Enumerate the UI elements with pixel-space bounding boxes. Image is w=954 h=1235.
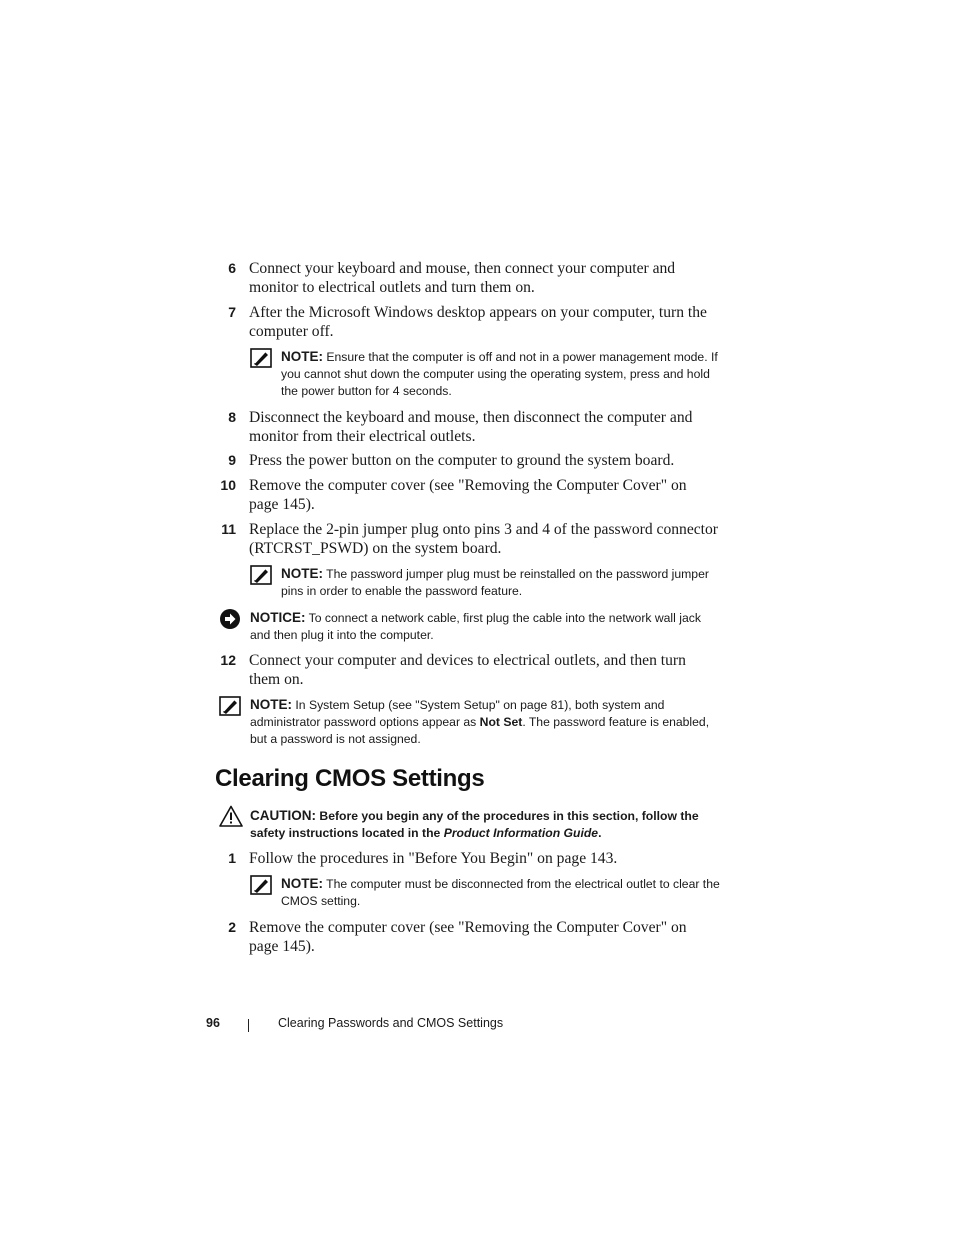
note-text: The password jumper plug must be reinstalled on the password jumper pins in order to enable the password feature. [281,567,709,598]
step-number: 2 [228,919,236,935]
caution-text-after: . [598,826,602,840]
note-text: Ensure that the computer is off and not in a power management mode. If you cannot shut down the computer using the operating system, press and hold the power button for 4 seconds. [281,350,718,398]
note-text-before: In System Setup (see "System Setup" on page 81), both system and administrator password options appear as [250,698,665,729]
note-power-management [250,348,720,404]
caution-italic-title: Product Information Guide [443,826,599,840]
notice-arrow-icon [219,608,241,628]
note-bold-value: Not Set [479,715,523,729]
note-password-jumper [250,565,720,603]
step-text: Connect your computer and devices to electrical outlets, and then turn them on. [249,652,686,688]
pencil-note-icon [219,696,241,716]
step-text: Remove the computer cover (see "Removing the Computer Cover" on page 145). [249,477,687,513]
caution-safety [219,805,719,845]
caution-label: CAUTION: [250,808,316,823]
step-number: 11 [221,521,236,537]
note-text-after: . The password feature is enabled, but a password is not assigned. [250,715,710,746]
notice-body [250,609,720,644]
step-number: 12 [220,652,236,668]
note-label: NOTE: [281,349,323,364]
note-body [250,696,720,748]
note-body [281,348,721,400]
step-number: 1 [228,850,236,866]
step-text: After the Microsoft Windows desktop appears on your computer, turn the computer off. [249,304,707,340]
page-number: 96 [206,1016,220,1030]
footer-divider [248,1019,249,1032]
step-number: 10 [220,477,236,493]
step-number: 6 [228,260,236,276]
note-text: The computer must be disconnected from the electrical outlet to clear the CMOS setting. [281,877,720,908]
note-body [281,565,721,600]
section-heading: Clearing CMOS Settings [215,765,485,792]
caution-body [250,807,720,842]
note-label: NOTE: [281,876,323,891]
chapter-title: Clearing Passwords and CMOS Settings [278,1016,504,1030]
pencil-note-icon [250,565,272,585]
pencil-note-icon [250,348,272,368]
note-label: NOTE: [281,566,323,581]
step-number: 9 [228,452,236,468]
step-number: 8 [228,409,236,425]
step-text: Disconnect the keyboard and mouse, then disconnect the computer and monitor from their electrical outlets. [249,409,693,445]
note-system-setup [219,696,719,752]
caution-triangle-icon [219,805,241,825]
page-footer [0,1016,954,1034]
note-body [281,875,721,910]
note-cmos-disconnect [250,875,720,913]
step-text: Press the power button on the computer to ground the system board. [249,452,675,469]
step-text: Replace the 2-pin jumper plug onto pins 3 and 4 of the password connector (RTCRST_PSWD) on the system board. [249,521,719,557]
step-number: 7 [228,304,236,320]
notice-label: NOTICE: [250,610,306,625]
notice-text: To connect a network cable, first plug the cable into the network wall jack and then plug it into the computer. [250,611,701,642]
step-text: Follow the procedures in "Before You Begin" on page 143. [249,850,618,867]
note-label: NOTE: [250,697,292,712]
step-text: Connect your keyboard and mouse, then connect your computer and monitor to electrical outlets and turn them on. [249,260,676,296]
step-text: Remove the computer cover (see "Removing the Computer Cover" on page 145). [249,919,687,955]
notice-network-cable [219,608,719,646]
pencil-note-icon [250,875,272,895]
caution-text-before: Before you begin any of the procedures in this section, follow the safety instructions located in the [250,809,699,840]
